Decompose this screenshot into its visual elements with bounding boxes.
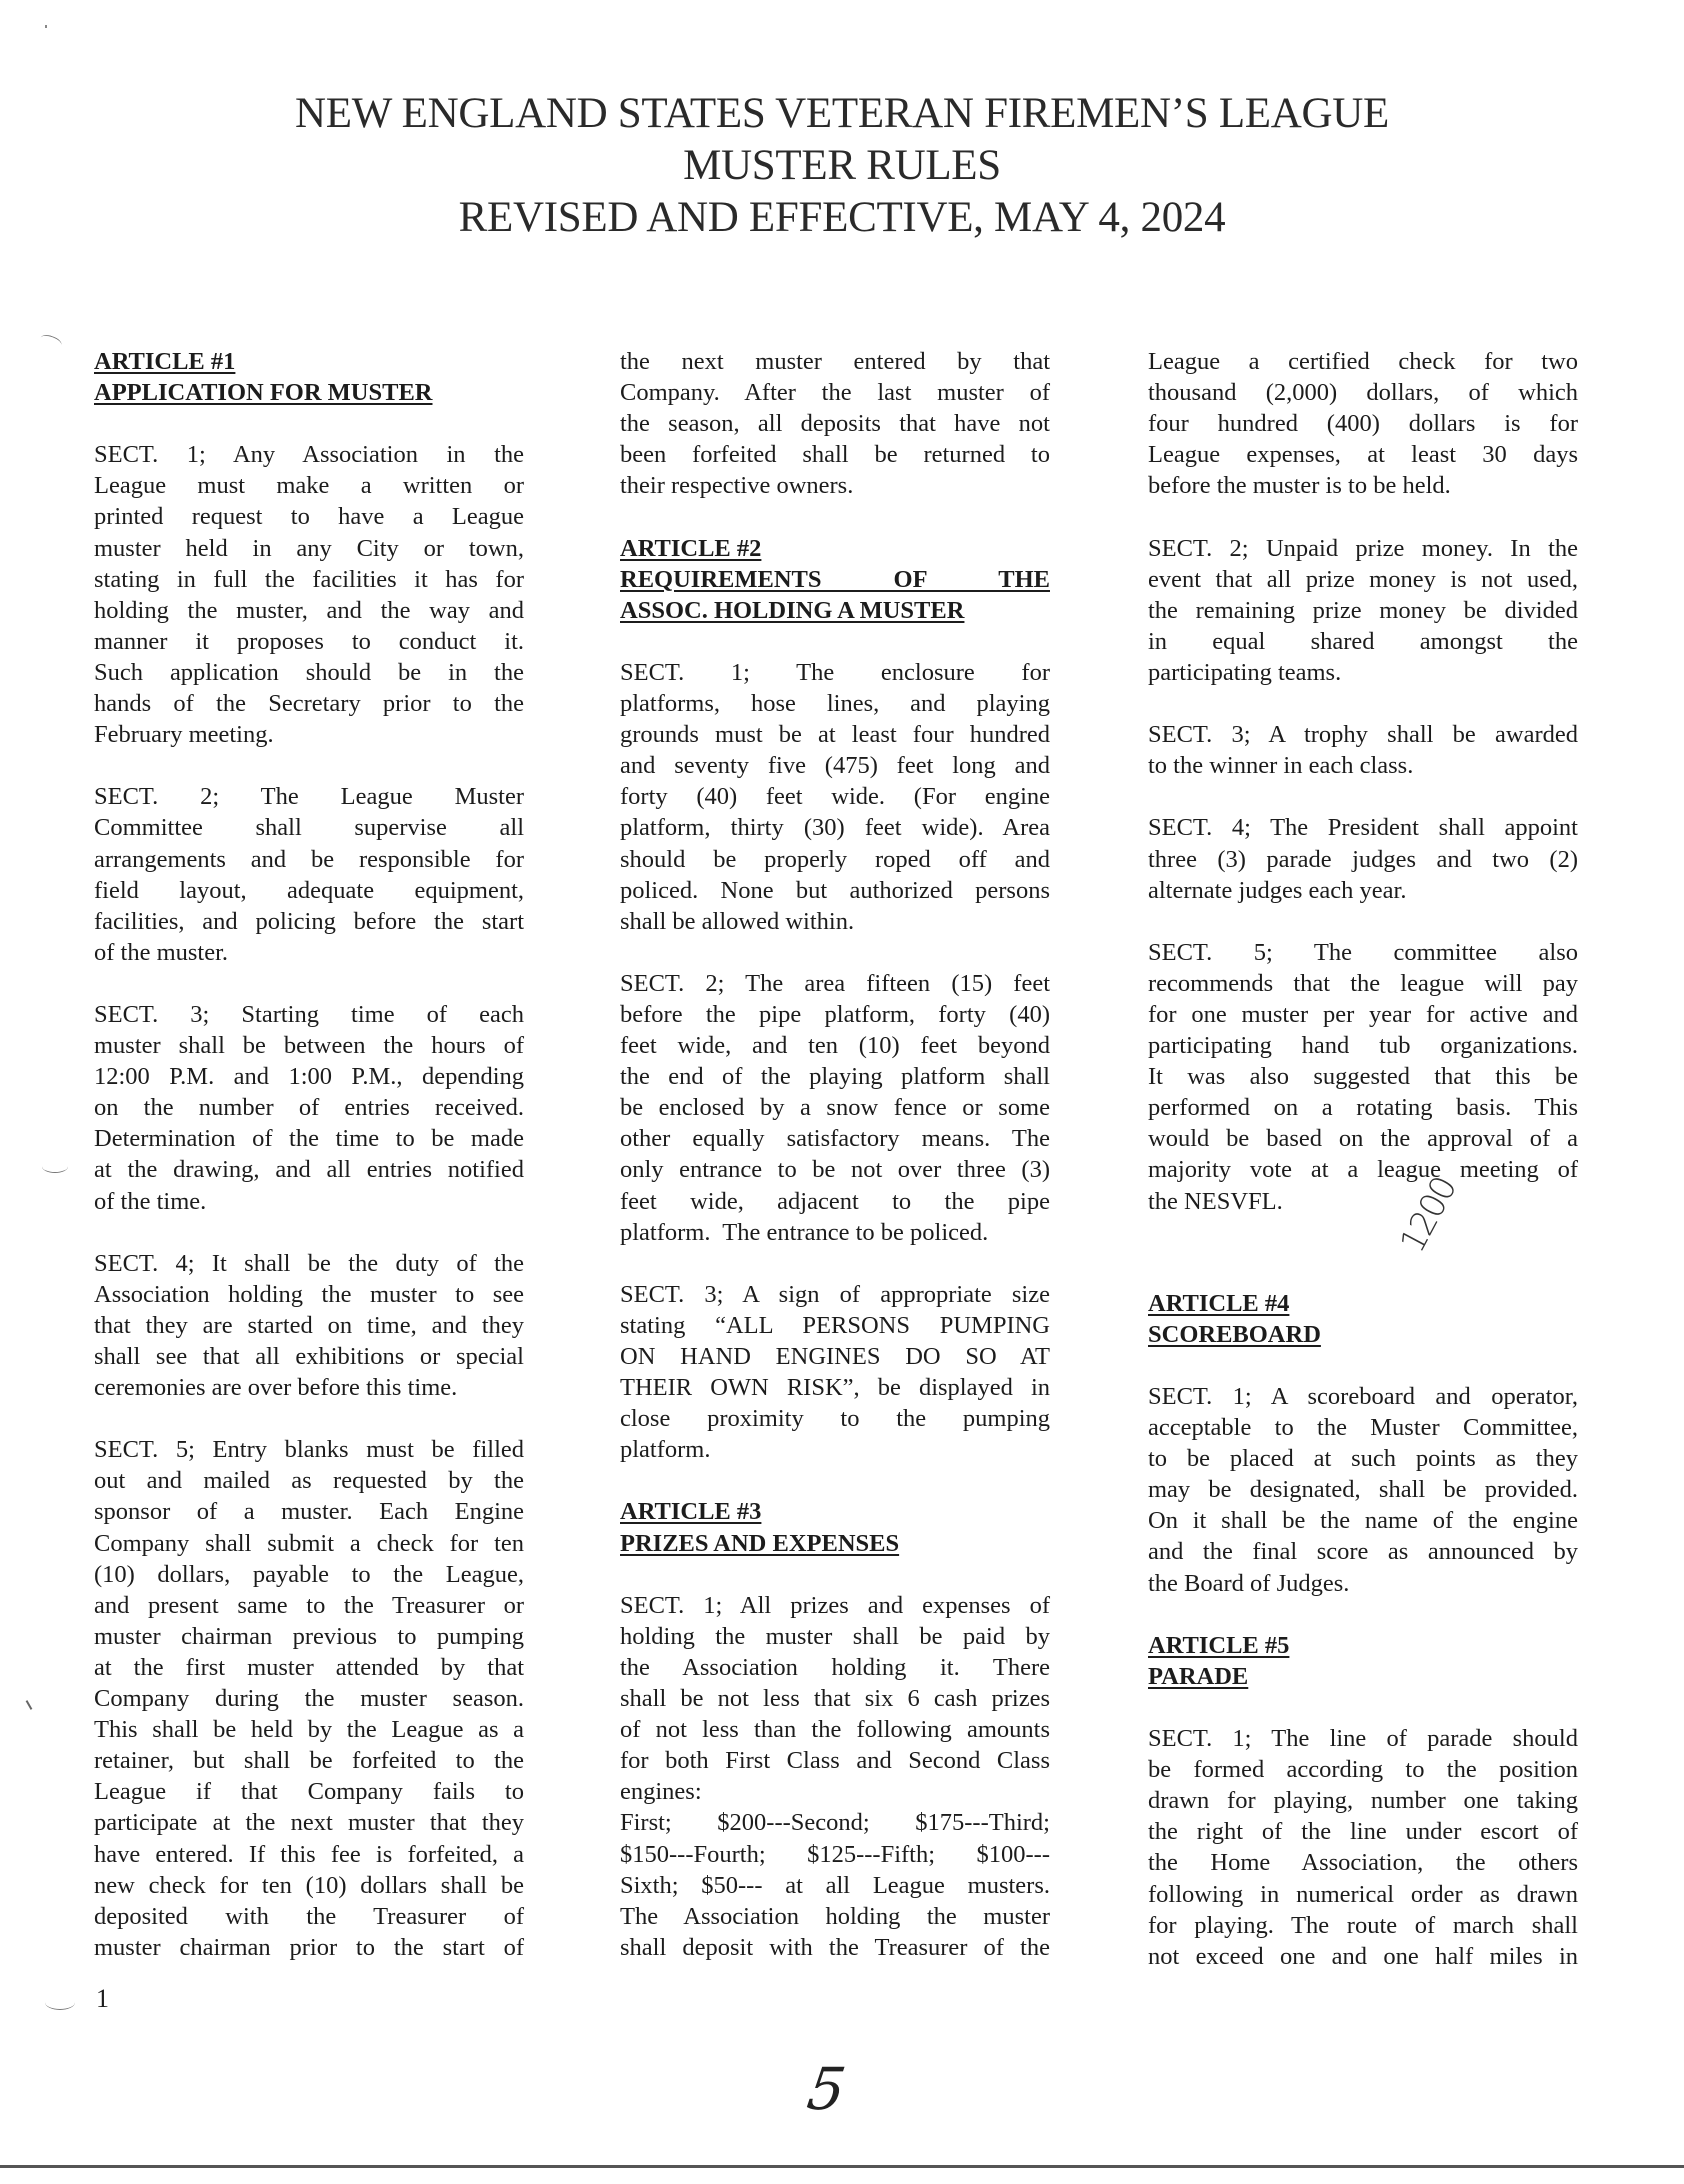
article-3-section-1-continued <box>1148 346 1578 501</box>
text-line: for playing. The route of march shall <box>1148 1911 1578 1939</box>
text-line: ceremonies are over before this time. <box>94 1374 458 1402</box>
article-3-section-5 <box>1148 937 1578 1217</box>
text-line: League must make a written or <box>94 472 524 500</box>
text-line: been forfeited shall be returned to <box>620 441 1050 469</box>
scan-mark <box>45 1995 75 2010</box>
article-title: REQUIREMENTS OF THE <box>620 565 1050 593</box>
text-line: Such application should be in the <box>94 658 524 686</box>
text-line: of the muster. <box>94 938 229 966</box>
text-line: feet wide, adjacent to the pipe <box>620 1187 1050 1215</box>
text-line: SECT. 5; The committee also <box>1148 938 1578 966</box>
text-line: facilities, and policing before the start <box>94 907 524 935</box>
prize-line: Sixth; $50--- at all League musters. <box>620 1871 1050 1899</box>
article-5-section-1 <box>1148 1723 1578 1972</box>
text-line: participate at the next muster that they <box>94 1809 524 1837</box>
text-line: printed request to have a League <box>94 503 524 531</box>
text-line: Company shall submit a check for ten <box>94 1529 524 1557</box>
text-line: the NESVFL. <box>1148 1187 1283 1215</box>
text-line: the next muster entered by that <box>620 348 1050 375</box>
text-line: and present same to the Treasurer or <box>94 1591 524 1619</box>
text-line: alternate judges each year. <box>1148 876 1407 904</box>
text-line: out and mailed as requested by the <box>94 1467 524 1495</box>
text-line: sponsor of a muster. Each Engine <box>94 1498 524 1526</box>
text-line: acceptable to the Muster Committee, <box>1148 1414 1578 1442</box>
text-line: following in numerical order as drawn <box>1148 1880 1578 1908</box>
article-title: ASSOC. HOLDING A MUSTER <box>620 596 965 624</box>
document-title <box>0 88 1684 244</box>
text-line: event that all prize money is not used, <box>1148 565 1578 593</box>
text-line: before the pipe platform, forty (40) <box>620 1000 1050 1028</box>
text-line: at the first muster attended by that <box>94 1653 524 1681</box>
article-5-heading <box>1148 1630 1578 1692</box>
text-line: performed on a rotating basis. This <box>1148 1094 1578 1122</box>
text-line: the Home Association, the others <box>1148 1849 1578 1877</box>
text-line: SECT. 1; The enclosure for <box>620 658 1050 686</box>
text-line: Committee shall supervise all <box>94 814 524 842</box>
article-number: ARTICLE #2 <box>620 534 762 562</box>
article-1-heading <box>94 346 524 408</box>
text-line: manner it proposes to conduct it. <box>94 627 524 655</box>
text-line: stating “ALL PERSONS PUMPING <box>620 1311 1050 1339</box>
text-line: SECT. 2; The area fifteen (15) feet <box>620 969 1050 997</box>
article-number: ARTICLE #5 <box>1148 1631 1290 1659</box>
article-3-section-3 <box>1148 719 1578 781</box>
text-line: SECT. 5; Entry blanks must be filled <box>94 1436 524 1464</box>
title-line-1: NEW ENGLAND STATES VETERAN FIREMEN’S LEAGUE <box>294 90 1390 137</box>
page-bottom-edge <box>0 2165 1684 2168</box>
text-line: the Board of Judges. <box>1148 1569 1350 1597</box>
text-line: in equal shared amongst the <box>1148 627 1578 655</box>
text-line: SECT. 3; Starting time of each <box>94 1000 524 1028</box>
article-title: PRIZES AND EXPENSES <box>620 1529 900 1557</box>
text-line: to be placed at such points as they <box>1148 1445 1578 1473</box>
column-2 <box>620 346 1050 1963</box>
page-number: 1 <box>96 1984 109 2013</box>
text-line: SECT. 2; Unpaid prize money. In the <box>1148 534 1578 562</box>
text-line: Determination of the time to be made <box>94 1125 524 1153</box>
text-line: platform. <box>620 1436 711 1464</box>
article-4-section-1 <box>1148 1381 1578 1599</box>
text-line: retainer, but shall be forfeited to the <box>94 1747 524 1775</box>
title-line-3: REVISED AND EFFECTIVE, MAY 4, 2024 <box>458 194 1226 241</box>
text-line: platforms, hose lines, and playing <box>620 690 1050 718</box>
article-number: ARTICLE #4 <box>1148 1289 1290 1317</box>
text-line: for both First Class and Second Class <box>620 1747 1050 1775</box>
text-line: thousand (2,000) dollars, of which <box>1148 379 1578 407</box>
prize-line: $150---Fourth; $125---Fifth; $100--- <box>620 1840 1050 1868</box>
text-line: League if that Company fails to <box>94 1778 524 1806</box>
text-line: forty (40) feet wide. (For engine <box>620 783 1050 811</box>
text-line: On it shall be the name of the engine <box>1148 1507 1578 1535</box>
text-line: SECT. 3; A trophy shall be awarded <box>1148 721 1578 749</box>
text-line: THEIR OWN RISK”, be displayed in <box>620 1374 1050 1402</box>
text-line: on the number of entries received. <box>94 1094 524 1122</box>
text-line: This shall be held by the League as a <box>94 1716 524 1744</box>
handwritten-page-number: 5 <box>803 2055 850 2123</box>
text-line: be formed according to the position <box>1148 1756 1578 1784</box>
text-line: before the muster is to be held. <box>1148 472 1451 500</box>
text-line: Association holding the muster to see <box>94 1280 524 1308</box>
text-line: the season, all deposits that have not <box>620 410 1050 438</box>
text-line: arrangements and be responsible for <box>94 845 524 873</box>
text-line: SECT. 1; All prizes and expenses of <box>620 1591 1050 1619</box>
text-line: platform. The entrance to be policed. <box>620 1218 989 1246</box>
text-line: the end of the playing platform shall <box>620 1063 1050 1091</box>
article-number: ARTICLE #3 <box>620 1498 762 1526</box>
text-line: ON HAND ENGINES DO SO AT <box>620 1343 1050 1370</box>
article-1-section-2 <box>94 781 524 968</box>
article-3-section-4 <box>1148 812 1578 905</box>
text-line: four hundred (400) dollars is for <box>1148 410 1578 438</box>
text-line: grounds must be at least four hundred <box>620 721 1050 749</box>
scan-mark <box>39 333 63 351</box>
text-line: hands of the Secretary prior to the <box>94 690 524 718</box>
column-1 <box>94 346 524 1963</box>
text-line: at the drawing, and all entries notified <box>94 1156 524 1184</box>
text-line: platform, thirty (30) feet wide). Area <box>620 814 1050 842</box>
text-line: have entered. If this fee is forfeited, a <box>94 1840 524 1868</box>
column-3 <box>1148 346 1578 1972</box>
text-line: field layout, adequate equipment, <box>94 876 524 904</box>
text-line: holding the muster, and the way and <box>94 596 524 624</box>
scan-mark <box>42 1160 68 1173</box>
text-line: only entrance to be not over three (3) <box>620 1156 1050 1184</box>
text-line: the remaining prize money be divided <box>1148 596 1578 624</box>
article-1-section-3 <box>94 999 524 1217</box>
article-title: APPLICATION FOR MUSTER <box>94 379 433 407</box>
text-line: engines: <box>620 1778 702 1806</box>
text-line: SECT. 1; Any Association in the <box>94 441 524 469</box>
text-line: (10) dollars, payable to the League, <box>94 1560 524 1588</box>
text-line: The Association holding the muster <box>620 1902 1050 1930</box>
article-1-section-5 <box>94 1434 524 1963</box>
text-line: may be designated, shall be provided. <box>1148 1476 1578 1504</box>
scan-mark <box>26 1700 33 1710</box>
text-line: muster chairman prior to the start of <box>94 1933 524 1961</box>
text-line: be enclosed by a snow fence or some <box>620 1094 1050 1122</box>
text-line: League expenses, at least 30 days <box>1148 441 1578 469</box>
text-line: three (3) parade judges and two (2) <box>1148 845 1578 873</box>
article-1-section-4 <box>94 1248 524 1403</box>
text-line: SECT. 2; The League Muster <box>94 783 524 811</box>
text-line: new check for ten (10) dollars shall be <box>94 1871 524 1899</box>
text-line: drawn for playing, number one taking <box>1148 1787 1578 1815</box>
text-line: Company during the muster season. <box>94 1685 524 1713</box>
text-line: and the final score as announced by <box>1148 1538 1578 1566</box>
article-3-section-2 <box>1148 533 1578 688</box>
text-line: would be based on the approval of a <box>1148 1125 1578 1153</box>
text-line: shall be allowed within. <box>620 907 855 935</box>
article-3-section-1 <box>620 1590 1050 1963</box>
text-line: feet wide, and ten (10) feet beyond <box>620 1032 1050 1060</box>
text-line: for one muster per year for active and <box>1148 1000 1578 1028</box>
article-2-section-2 <box>620 968 1050 1248</box>
text-line: muster chairman previous to pumping <box>94 1622 524 1650</box>
text-line: League a certified check for two <box>1148 348 1578 375</box>
article-2-section-3 <box>620 1279 1050 1466</box>
text-line: SECT. 4; It shall be the duty of the <box>94 1249 524 1277</box>
text-line: SECT. 4; The President shall appoint <box>1148 814 1578 842</box>
text-line: recommends that the league will pay <box>1148 969 1578 997</box>
text-line: 12:00 P.M. and 1:00 P.M., depending <box>94 1063 524 1091</box>
text-line: muster shall be between the hours of <box>94 1032 524 1060</box>
article-3-heading <box>620 1496 1050 1558</box>
text-line: policed. None but authorized persons <box>620 876 1050 904</box>
article-4-heading <box>1148 1288 1578 1350</box>
text-line: February meeting. <box>94 721 274 749</box>
text-line: SECT. 1; The line of parade should <box>1148 1725 1578 1753</box>
text-line: shall be not less that six 6 cash prizes <box>620 1685 1050 1713</box>
text-line: of not less than the following amounts <box>620 1716 1050 1744</box>
text-line: that they are started on time, and they <box>94 1311 524 1339</box>
article-title: PARADE <box>1148 1662 1249 1690</box>
text-line: not exceed one and one half miles in <box>1148 1942 1578 1970</box>
text-line: shall see that all exhibitions or special <box>94 1343 524 1370</box>
text-line: the Association holding it. There <box>620 1653 1050 1681</box>
text-line: and seventy five (475) feet long and <box>620 752 1050 780</box>
text-line: of the time. <box>94 1187 207 1215</box>
text-line: muster held in any City or town, <box>94 534 524 562</box>
article-1-section-5-continued <box>620 346 1050 501</box>
text-line: majority vote at a league meeting of <box>1148 1156 1578 1184</box>
text-line: the right of the line under escort of <box>1148 1818 1578 1846</box>
article-1-section-1 <box>94 439 524 750</box>
text-line: participating teams. <box>1148 658 1342 686</box>
text-line: SECT. 1; A scoreboard and operator, <box>1148 1383 1578 1410</box>
text-line: close proximity to the pumping <box>620 1405 1050 1433</box>
handwritten-margin-note: 1200 <box>1392 1171 1465 1260</box>
text-line: participating hand tub organizations. <box>1148 1032 1578 1060</box>
scan-mark <box>45 25 47 28</box>
article-2-section-1 <box>620 657 1050 937</box>
article-title: SCOREBOARD <box>1148 1320 1321 1348</box>
text-line: shall deposit with the Treasurer of the <box>620 1933 1050 1961</box>
text-line: stating in full the facilities it has for <box>94 565 524 593</box>
article-number: ARTICLE #1 <box>94 348 236 375</box>
text-line: deposited with the Treasurer of <box>94 1902 524 1930</box>
text-line: Company. After the last muster of <box>620 379 1050 407</box>
text-line: other equally satisfactory means. The <box>620 1125 1050 1153</box>
text-line: holding the muster shall be paid by <box>620 1622 1050 1650</box>
text-line: to the winner in each class. <box>1148 752 1414 780</box>
article-2-heading <box>620 533 1050 626</box>
text-line: SECT. 3; A sign of appropriate size <box>620 1280 1050 1308</box>
text-line: It was also suggested that this be <box>1148 1063 1578 1091</box>
prize-line: First; $200---Second; $175---Third; <box>620 1809 1050 1837</box>
text-line: should be properly roped off and <box>620 845 1050 873</box>
text-line: their respective owners. <box>620 472 854 500</box>
title-line-2: MUSTER RULES <box>683 142 1001 189</box>
